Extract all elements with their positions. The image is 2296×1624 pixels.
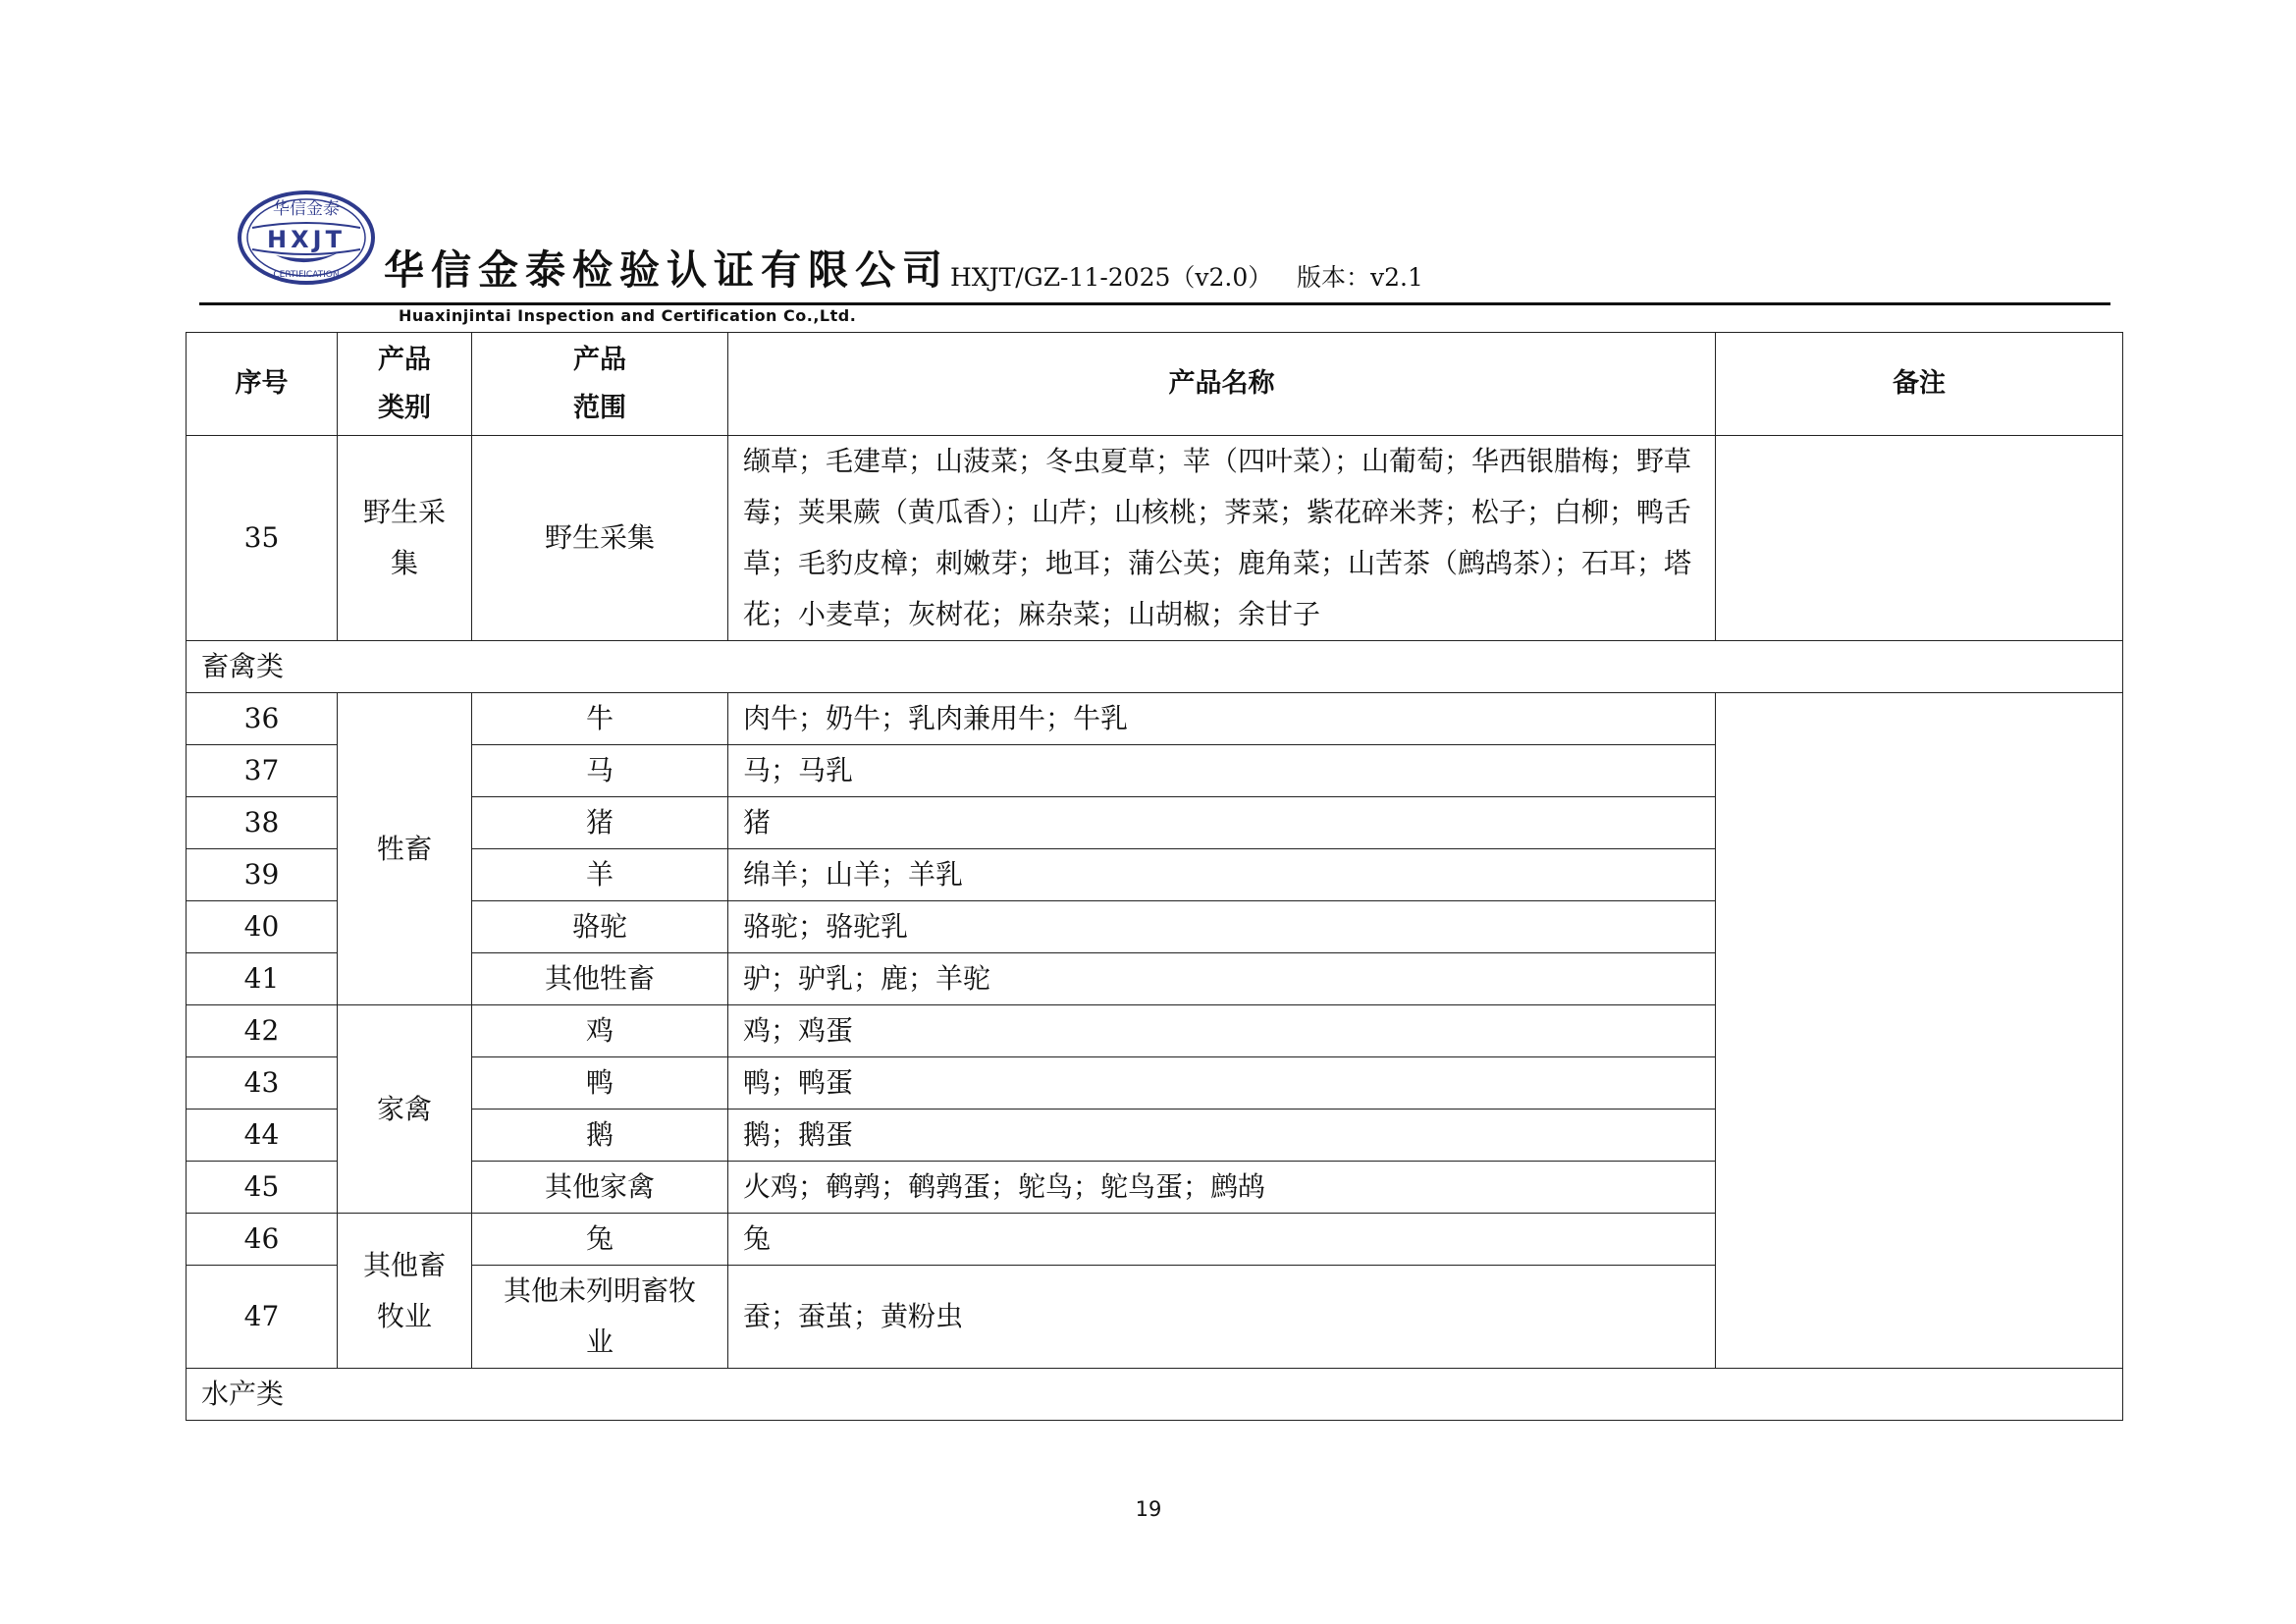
row-product-names: 兔 bbox=[728, 1214, 1716, 1266]
category-poultry: 家禽 bbox=[338, 1005, 472, 1214]
document-code: HXJT/GZ-11-2025（v2.0） bbox=[950, 263, 1273, 292]
row-serial-no: 35 bbox=[187, 436, 338, 641]
row-scope: 其他家禽 bbox=[472, 1162, 728, 1214]
row-serial-no: 37 bbox=[187, 745, 338, 797]
row-product-names: 鹅；鹅蛋 bbox=[728, 1110, 1716, 1162]
row-product-names: 鸡；鸡蛋 bbox=[728, 1005, 1716, 1057]
row-serial-no: 39 bbox=[187, 849, 338, 901]
row-product-names: 鸭；鸭蛋 bbox=[728, 1057, 1716, 1110]
section-title: 畜禽类 bbox=[187, 641, 2123, 693]
row-product-names: 蚕；蚕茧；黄粉虫 bbox=[728, 1266, 1716, 1369]
company-logo bbox=[237, 189, 376, 287]
row-serial-no: 42 bbox=[187, 1005, 338, 1057]
company-name-cn: 华信金泰检验认证有限公司 bbox=[384, 246, 949, 294]
table-row bbox=[187, 436, 2123, 641]
page-number: 19 bbox=[1135, 1497, 1162, 1521]
row-product-names: 骆驼；骆驼乳 bbox=[728, 901, 1716, 953]
section-title: 水产类 bbox=[187, 1369, 2123, 1421]
row-scope: 鸭 bbox=[472, 1057, 728, 1110]
row-serial-no: 47 bbox=[187, 1266, 338, 1369]
row-serial-no: 43 bbox=[187, 1057, 338, 1110]
row-scope: 鸡 bbox=[472, 1005, 728, 1057]
row-serial-no: 40 bbox=[187, 901, 338, 953]
row-product-names: 肉牛；奶牛；乳肉兼用牛；牛乳 bbox=[728, 693, 1716, 745]
row-serial-no: 46 bbox=[187, 1214, 338, 1266]
row-product-names: 马；马乳 bbox=[728, 745, 1716, 797]
row-scope: 野生采集 bbox=[472, 436, 728, 641]
row-scope: 猪 bbox=[472, 797, 728, 849]
category-livestock: 牲畜 bbox=[338, 693, 472, 1005]
row-product-names: 驴；驴乳；鹿；羊驼 bbox=[728, 953, 1716, 1005]
row-remark bbox=[1716, 436, 2123, 641]
row-product-names: 缬草；毛建草；山菠菜；冬虫夏草；苹（四叶菜）；山葡萄；华西银腊梅；野草莓；荚果蕨（黄瓜香）；山芹；山核桃；荠菜；紫花碎米荠；松子；白柳；鸭舌草；毛豹皮樟；刺嫩芽；地耳；蒲公英；鹿角菜；山苦茶（鹧鸪茶）；石耳；塔花；小麦草；灰树花；麻杂菜；山胡椒；余甘子 bbox=[728, 436, 1716, 641]
table-row bbox=[187, 693, 2123, 745]
svg-text:HXJT: HXJT bbox=[267, 226, 346, 253]
row-serial-no: 45 bbox=[187, 1162, 338, 1214]
row-scope: 其他牲畜 bbox=[472, 953, 728, 1005]
header-product-scope: 产品 范围 bbox=[472, 333, 728, 436]
row-product-names: 火鸡；鹌鹑；鹌鹑蛋；鸵鸟；鸵鸟蛋；鹧鸪 bbox=[728, 1162, 1716, 1214]
document-version: 版本：v2.1 bbox=[1297, 263, 1423, 292]
header-divider bbox=[199, 302, 2110, 305]
row-scope: 马 bbox=[472, 745, 728, 797]
row-serial-no: 36 bbox=[187, 693, 338, 745]
row-category: 野生采 集 bbox=[338, 436, 472, 641]
section-row-livestock bbox=[187, 641, 2123, 693]
header-product-name: 产品名称 bbox=[728, 333, 1716, 436]
svg-text:CERTIFICATION: CERTIFICATION bbox=[273, 270, 340, 280]
svg-text:华信金泰: 华信金泰 bbox=[273, 199, 340, 219]
row-scope: 骆驼 bbox=[472, 901, 728, 953]
row-serial-no: 41 bbox=[187, 953, 338, 1005]
row-product-names: 猪 bbox=[728, 797, 1716, 849]
row-scope: 其他未列明畜牧 业 bbox=[472, 1266, 728, 1369]
row-product-names: 绵羊；山羊；羊乳 bbox=[728, 849, 1716, 901]
row-scope: 鹅 bbox=[472, 1110, 728, 1162]
remark-cell bbox=[1716, 693, 2123, 1369]
row-serial-no: 44 bbox=[187, 1110, 338, 1162]
row-scope: 羊 bbox=[472, 849, 728, 901]
header-product-category: 产品 类别 bbox=[338, 333, 472, 436]
row-scope: 牛 bbox=[472, 693, 728, 745]
header-remark: 备注 bbox=[1716, 333, 2123, 436]
row-scope: 兔 bbox=[472, 1214, 728, 1266]
product-table bbox=[186, 332, 2123, 1421]
category-other-husbandry: 其他畜 牧业 bbox=[338, 1214, 472, 1369]
section-row-aquatic bbox=[187, 1369, 2123, 1421]
table-header-row bbox=[187, 333, 2123, 436]
header-serial-no: 序号 bbox=[187, 333, 338, 436]
company-name-en: Huaxinjintai Inspection and Certification Co.,Ltd. bbox=[399, 306, 857, 325]
row-serial-no: 38 bbox=[187, 797, 338, 849]
